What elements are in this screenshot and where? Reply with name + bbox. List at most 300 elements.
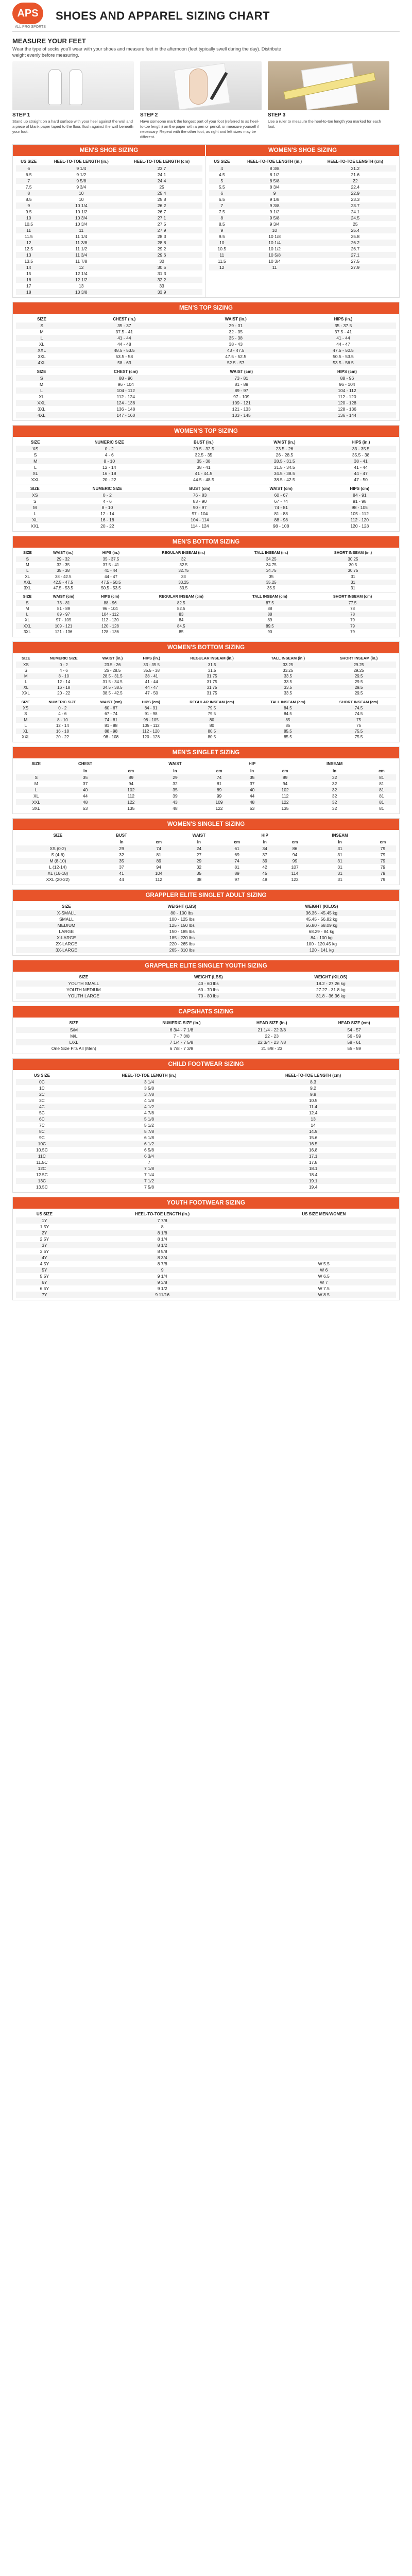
table-cell: 8 5/8 <box>157 1249 167 1254</box>
table-row <box>16 277 202 283</box>
table-cell: 9C <box>39 1134 45 1140</box>
table-cell: 7.5 <box>218 209 225 214</box>
column-header: TALL INSEAM (in.) <box>271 655 305 660</box>
table-cell <box>252 1217 396 1224</box>
table-cell: 24.1 <box>157 172 166 177</box>
table-cell: 35 - 37 <box>67 323 181 329</box>
table-row <box>16 477 396 483</box>
table-cell: 35 <box>148 787 202 793</box>
table-cell: 34.25 <box>233 556 310 562</box>
table-cell: 60 - 67 <box>90 705 132 711</box>
table-cell: 79 <box>350 618 355 623</box>
table-cell: 37.5 - 41 <box>334 329 352 334</box>
table-cell: 10 1/4 <box>235 240 315 246</box>
column-header: TALL INSEAM (cm) <box>270 699 305 704</box>
step-3-text: Use a ruler to measure the heel-to-toe length you marked for each foot. <box>268 119 381 129</box>
table-cell: 67 - 74 <box>274 499 288 504</box>
table-row <box>16 1165 396 1172</box>
table-cell: 20 - 22 <box>57 691 71 696</box>
table-cell: 47.5 - 52.5 <box>225 353 247 359</box>
table-cell: 33.5 <box>284 680 292 685</box>
table-cell: M <box>40 329 44 334</box>
table-cell: L <box>16 335 67 341</box>
column-header: NUMERIC SIZE <box>48 699 77 704</box>
table-cell: 35 <box>236 774 268 781</box>
table-row <box>16 1085 396 1091</box>
mens-singlet-title: MEN'S SINGLET SIZING <box>13 747 399 758</box>
table-cell: M <box>16 504 54 511</box>
table-cell: 81 <box>234 865 239 870</box>
column-header: HIPS (in.) <box>102 550 120 555</box>
table-cell: 79 <box>370 845 396 852</box>
table-row <box>16 623 396 629</box>
table-cell: 6 1/8 <box>144 1134 154 1140</box>
unit-header: cm <box>379 768 385 773</box>
table-cell: M (8-10) <box>16 858 100 864</box>
table-cell: S <box>33 452 37 458</box>
unit-header: cm <box>380 839 386 844</box>
table-cell: 7 - 7 3/8 <box>173 1033 190 1039</box>
table-cell: 21.2 <box>315 165 396 172</box>
table-cell: 79 <box>370 870 396 876</box>
table-cell: 13C <box>16 1178 68 1184</box>
table-cell: 85.5 <box>254 728 322 734</box>
table-cell: 39 <box>250 858 280 864</box>
brand-sub: ALL PRO SPORTS <box>15 25 46 29</box>
table-cell: 114 <box>280 870 311 876</box>
column-header: HEAD SIZE (in.) <box>256 1021 287 1026</box>
table-cell: 81 <box>379 805 384 811</box>
table-cell: 25.8 <box>351 233 360 239</box>
table-row <box>16 679 396 685</box>
table-cell: 81 - 88 <box>274 511 288 517</box>
table-cell: 56.80 - 68.09 kg <box>247 922 396 928</box>
table-cell: XL <box>16 470 55 477</box>
table-cell: 32 <box>332 781 337 786</box>
table-cell <box>252 1255 396 1261</box>
column-header <box>268 760 302 767</box>
table-cell: 31.75 <box>169 685 254 690</box>
column-header: REGULAR INSEAM (cm) <box>190 699 234 704</box>
column-header: HIPS (cm) <box>337 369 357 374</box>
table-cell: 17 <box>26 283 31 289</box>
table-cell: 12.5C <box>36 1172 48 1177</box>
table-cell: 33.5 <box>254 685 321 690</box>
column-header: SIZE <box>37 369 46 374</box>
unit-header: cm <box>282 768 288 773</box>
table-row <box>16 353 396 360</box>
table-cell: 31 <box>350 574 355 579</box>
table-cell: 42.5 - 47.5 <box>39 580 88 585</box>
table-cell: 96 - 104 <box>102 606 118 611</box>
table-cell: 35 - 38 <box>181 335 290 341</box>
table-cell: L <box>16 612 39 617</box>
table-cell: 23.5 - 26 <box>244 446 326 452</box>
table-row <box>16 341 396 347</box>
table-cell: 33.25 <box>134 580 233 585</box>
table-cell: 8 - 10 <box>54 504 161 511</box>
table-cell: 10 <box>79 196 84 202</box>
table-row <box>16 662 396 667</box>
table-row <box>16 504 396 511</box>
table-cell: 40 - 60 lbs <box>151 980 266 987</box>
table-cell: 12.4 <box>308 1110 318 1115</box>
table-row <box>16 1079 396 1085</box>
table-cell: 79 <box>309 623 396 629</box>
table-row <box>209 264 396 270</box>
table-cell: 120 - 128 <box>142 735 160 740</box>
table-cell: 10 1/8 <box>268 233 281 239</box>
step-2 <box>140 61 262 139</box>
child-footwear-section <box>12 1058 400 1193</box>
table-cell: W 7 <box>252 1279 396 1285</box>
table-row <box>16 690 396 696</box>
table-cell: 9 1/2 <box>269 209 280 214</box>
table-cell: 112 - 120 <box>338 394 356 399</box>
table-cell: 53.5 - 58 <box>115 353 133 359</box>
column-header: HEEL-TO-TOE LENGTH (in.) <box>135 1211 190 1216</box>
table-cell: 32.75 <box>134 568 233 573</box>
unit-header: cm <box>156 839 162 844</box>
table-cell: 70 - 80 lbs <box>151 993 266 999</box>
table-cell: 40 <box>56 787 114 793</box>
column-header: HEAD SIZE (cm) <box>338 1021 370 1026</box>
table-cell: 7C <box>39 1122 45 1128</box>
table-cell: 38 - 41 <box>197 465 211 470</box>
table-cell: 38 - 42.5 <box>55 574 72 579</box>
table-cell <box>252 1236 396 1242</box>
table-row <box>16 928 396 935</box>
table-cell: 84.5 <box>132 623 231 629</box>
table-row <box>209 196 396 202</box>
table-cell: 89 - 97 <box>185 387 298 394</box>
table-cell: 136 - 148 <box>116 406 135 412</box>
table-cell: 38 <box>196 877 202 883</box>
table-cell: 89 <box>202 787 236 793</box>
table-cell: 136 - 144 <box>298 412 396 418</box>
table-row <box>16 517 396 523</box>
table-cell: 6 1/2 <box>68 1141 230 1147</box>
table-cell: 22.9 <box>315 190 396 196</box>
table-cell: 33.5 <box>179 585 188 590</box>
table-cell: 37.5 - 41 <box>102 563 119 568</box>
table-cell: 7 1/8 <box>68 1165 230 1172</box>
step-1-text: Stand up straight on a hard surface with your heel against the wall and a piece of blank paper taped to the floor, flush against the wall beneath your foot. <box>12 119 133 134</box>
unit-header: cm <box>234 839 240 844</box>
table-cell: YOUTH MEDIUM <box>66 987 101 993</box>
table-cell: 31.5 - 34.5 <box>102 680 123 685</box>
table-cell: One Size Fits All (Men) <box>51 1045 96 1051</box>
table-row <box>16 717 396 723</box>
table-row <box>16 452 396 458</box>
table-cell: 9.5 <box>218 233 225 239</box>
table-cell: 24.1 <box>351 209 360 214</box>
table-cell: 32.5 - 35 <box>195 452 213 458</box>
womens-shoe-title: WOMEN'S SHOE SIZING <box>206 145 399 156</box>
table-cell: 3XL <box>37 406 46 412</box>
table-cell: 9 3/4 <box>269 221 280 227</box>
table-cell: W 7.5 <box>318 1286 330 1291</box>
table-cell: 4 - 6 <box>102 499 112 504</box>
table-cell: 3XL <box>23 629 31 634</box>
table-cell: XXL <box>31 477 40 483</box>
table-cell: X-LARGE <box>16 935 117 941</box>
table-cell: 3C <box>39 1097 45 1103</box>
table-cell: 41 - 44 <box>290 335 396 341</box>
table-cell <box>252 1230 396 1236</box>
table-cell: 44 <box>249 793 255 799</box>
table-cell: 91 - 98 <box>144 711 158 717</box>
womens-bottom-title: WOMEN'S BOTTOM SIZING <box>13 642 399 653</box>
column-header: SIZE <box>53 833 63 838</box>
table-cell: 78 <box>309 612 396 617</box>
table-cell: 27.1 <box>315 252 396 258</box>
table-cell: 32 <box>119 852 124 858</box>
table-row <box>209 246 396 252</box>
table-cell: 98 - 105 <box>323 504 396 511</box>
table-cell: W 6.5 <box>318 1274 330 1279</box>
table-cell: 98 - 108 <box>103 735 119 740</box>
table-cell: 35 - 38 <box>164 458 243 464</box>
table-cell: 6.5 <box>25 172 32 177</box>
table-cell: 55 - 59 <box>347 1045 361 1051</box>
table-row <box>16 1039 396 1045</box>
table-cell: 81 <box>367 774 396 781</box>
table-cell: 109 - 121 <box>39 623 89 629</box>
table-cell: 47.5 - 53.5 <box>53 585 73 590</box>
table-cell: 9.2 <box>310 1085 316 1091</box>
table-cell: 35 - 37.5 <box>290 323 396 329</box>
column-header: WAIST (cm) <box>100 699 122 704</box>
table-cell: 20 - 22 <box>100 523 114 529</box>
table-cell: 15 <box>26 270 31 276</box>
column-header: HIPS (in.) <box>334 316 353 321</box>
table-cell: 7Y <box>16 1292 73 1298</box>
table-cell: 1.5Y <box>40 1224 49 1229</box>
table-cell: 84 - 100 kg <box>247 935 396 941</box>
shoe-sizing-section <box>12 144 400 297</box>
column-header: TALL INSEAM (cm) <box>252 594 287 599</box>
table-cell: 11.5 <box>24 233 33 239</box>
table-cell: 34.75 <box>266 563 277 568</box>
table-cell: 8 5/8 <box>235 178 315 184</box>
table-cell: 31 <box>310 580 396 585</box>
column-header: SIZE <box>22 655 30 660</box>
table-cell: 9 3/8 <box>235 202 315 209</box>
table-cell: 10 1/2 <box>75 209 88 214</box>
unit-header: in <box>173 768 177 773</box>
table-cell: 19.4 <box>308 1184 318 1190</box>
table-cell: 88 <box>231 612 309 617</box>
table-cell: 32 <box>332 805 337 811</box>
table-cell: 4XL <box>16 360 67 366</box>
table-cell: 10 3/4 <box>268 258 281 264</box>
table-row <box>209 184 396 190</box>
table-cell: 8.3 <box>230 1079 396 1085</box>
table-cell: 61 <box>224 845 250 852</box>
table-cell: 89 - 97 <box>39 612 89 617</box>
table-cell: 185 - 220 lbs <box>117 935 247 941</box>
table-cell: 22 3/4 - 23 7/8 <box>231 1039 312 1045</box>
column-header: SHORT INSEAM (in.) <box>334 550 372 555</box>
column-header: WAIST (in.) <box>102 655 123 660</box>
column-header: SIZE <box>23 550 32 555</box>
table-row <box>16 446 396 452</box>
table-cell: 89 <box>224 870 250 876</box>
table-cell: 35 - 37.5 <box>88 556 134 562</box>
table-cell: 7 5/8 <box>144 1184 154 1190</box>
table-cell: 8 3/4 <box>269 184 280 190</box>
table-cell: 12 - 14 <box>100 511 114 517</box>
table-cell: 41 - 44.5 <box>164 470 243 477</box>
child-footwear-title: CHILD FOOTWEAR SIZING <box>13 1059 399 1070</box>
unit-header: in <box>250 768 254 773</box>
table-row <box>16 935 396 941</box>
table-row <box>16 941 396 947</box>
table-cell: 69 <box>234 852 239 858</box>
table-row <box>16 1261 396 1267</box>
table-cell: 18 <box>16 289 41 295</box>
column-header: WAIST (cm) <box>269 486 293 492</box>
table-cell: 48 <box>236 799 268 805</box>
table-row <box>16 335 396 341</box>
table-cell: 10 <box>209 240 235 246</box>
table-row <box>16 394 396 400</box>
table-cell: 30.75 <box>310 568 396 573</box>
mens-bottom-table-in <box>16 550 396 591</box>
table-cell: 27.9 <box>315 264 396 270</box>
table-cell: 5 7/8 <box>68 1128 230 1134</box>
table-row <box>16 685 396 690</box>
table-cell: 85 <box>254 717 322 723</box>
table-cell: 47.5 - 50.5 <box>88 580 134 585</box>
table-row <box>16 734 396 740</box>
table-row <box>16 215 202 221</box>
table-cell: 23.5 - 26 <box>92 662 134 667</box>
table-cell: 2.5Y <box>40 1236 49 1242</box>
table-row <box>16 329 396 335</box>
table-cell: 11C <box>16 1153 68 1159</box>
table-cell: 37 <box>262 852 267 858</box>
table-cell: 16 - 18 <box>36 685 92 690</box>
table-cell: 11 <box>235 264 315 270</box>
column-header: WAIST (in.) <box>273 439 296 445</box>
table-cell: 8.5 <box>218 221 225 227</box>
table-cell: 35.25 <box>233 580 310 585</box>
column-header: US SIZE MEN/WOMEN <box>302 1211 346 1216</box>
table-cell: 48 <box>56 799 114 805</box>
table-row <box>16 1116 396 1122</box>
table-row <box>16 178 202 184</box>
table-cell: 9 1/4 <box>157 1274 167 1279</box>
mens-bottom-section <box>12 536 400 637</box>
table-cell: XXL <box>30 523 39 529</box>
unit-header <box>16 839 100 845</box>
table-row <box>209 209 396 215</box>
table-cell: 74.5 <box>321 705 396 711</box>
table-cell: 122 <box>268 799 302 805</box>
table-cell: 112 - 120 <box>323 517 396 523</box>
table-row <box>16 568 396 573</box>
table-cell: 121 - 133 <box>232 406 251 412</box>
table-row <box>16 787 396 793</box>
table-cell: 27.9 <box>121 227 202 233</box>
table-cell: 73 - 81 <box>39 600 89 606</box>
table-row <box>209 252 396 258</box>
unit-header: in <box>338 839 342 844</box>
table-row <box>209 165 396 172</box>
table-row <box>16 240 202 246</box>
table-cell: 94 <box>156 865 161 870</box>
table-cell: 33.25 <box>283 668 294 673</box>
column-header: SIZE <box>69 1021 79 1026</box>
table-row <box>16 412 396 418</box>
table-cell: W 5.5 <box>318 1261 330 1266</box>
table-cell: 35 <box>269 574 274 579</box>
table-cell: 41 - 44 <box>354 465 368 470</box>
table-cell: XL (16-18) <box>16 870 100 876</box>
table-cell: 10 1/2 <box>268 246 281 251</box>
womens-top-table-in <box>16 439 396 483</box>
column-header: WAIST (in.) <box>225 316 247 321</box>
table-row <box>16 852 396 858</box>
table-cell: 44 - 47 <box>133 685 169 690</box>
table-cell: 80 - 100 lbs <box>117 910 247 916</box>
table-cell: 35 <box>56 774 114 781</box>
table-cell: 31 <box>350 585 355 590</box>
table-cell: 10 3/4 <box>75 221 88 227</box>
table-cell: 35.5 - 38 <box>352 452 370 458</box>
table-cell: 112 - 124 <box>116 394 135 399</box>
table-cell: 11.5C <box>36 1159 48 1165</box>
table-cell: 7 <box>16 178 41 184</box>
step-1-title: STEP 1 <box>12 112 30 118</box>
table-row <box>16 858 396 864</box>
table-cell: 85 <box>179 629 184 634</box>
table-cell: 25 <box>353 221 358 227</box>
table-cell: 96 - 104 <box>339 381 355 387</box>
table-cell: XXL <box>16 400 67 406</box>
table-cell: 5 <box>209 178 235 184</box>
table-cell: 39 <box>173 793 178 799</box>
table-cell: 11 <box>16 227 41 233</box>
table-cell: 60 - 67 <box>239 492 323 498</box>
table-cell: M <box>16 673 36 679</box>
table-row <box>16 805 396 811</box>
table-cell: 21.6 <box>351 172 360 177</box>
table-row <box>16 1134 396 1141</box>
table-cell: XS <box>16 705 36 711</box>
column-header: INSEAM <box>327 761 343 767</box>
table-cell: 33 - 35.5 <box>325 446 396 452</box>
table-cell: 80 <box>209 723 214 728</box>
column-header: WAIST (cm) <box>230 369 253 374</box>
table-cell: 6Y <box>16 1279 73 1285</box>
column-header <box>143 832 174 839</box>
table-cell: 135 <box>281 805 289 811</box>
step-2-photo <box>140 61 262 110</box>
column-header <box>114 760 148 767</box>
table-row <box>16 1033 396 1039</box>
table-cell: XS <box>16 446 55 452</box>
table-cell: MEDIUM <box>16 922 117 928</box>
table-cell: 31 <box>310 845 369 852</box>
table-cell: 33 - 35.5 <box>133 662 169 667</box>
table-cell: 29.5 <box>321 673 396 679</box>
table-cell: 104 - 112 <box>67 387 184 394</box>
table-row <box>16 1273 396 1279</box>
table-cell: XL <box>39 341 45 347</box>
